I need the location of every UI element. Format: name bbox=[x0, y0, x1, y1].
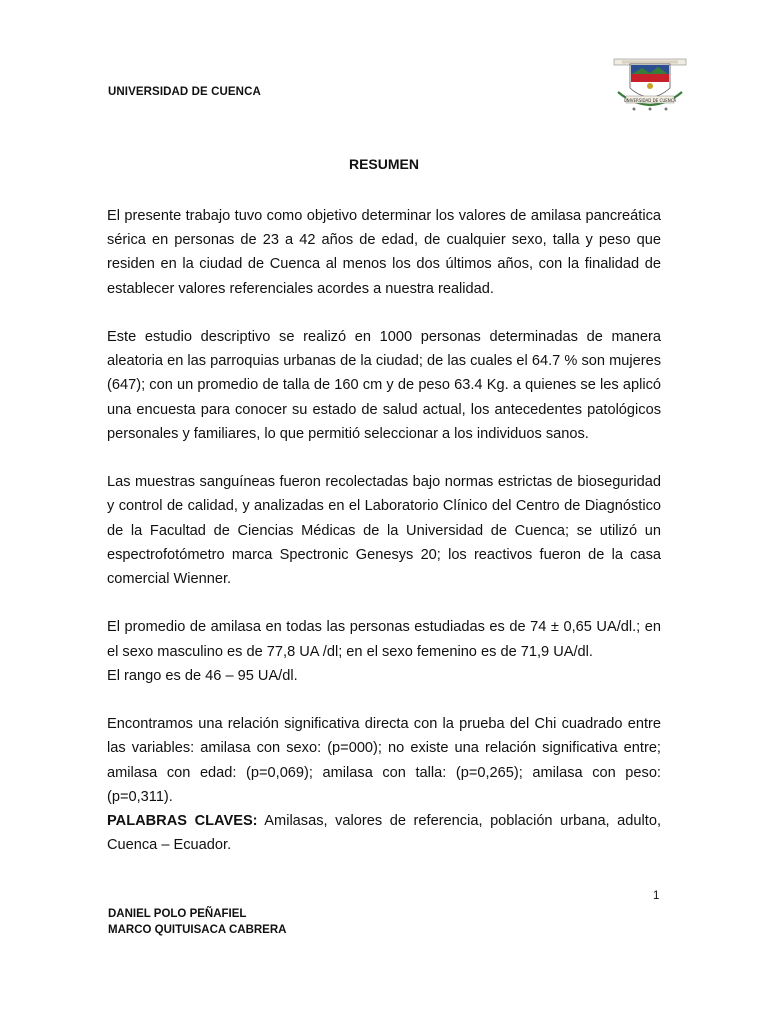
university-header: UNIVERSIDAD DE CUENCA bbox=[108, 86, 261, 98]
footer-authors bbox=[108, 906, 286, 938]
paragraph-objective: El presente trabajo tuvo como objetivo determinar los valores de amilasa pancreática sérica en personas de 23 a 42 años de edad, de cualquier sexo, talla y peso que residen en la ciudad de Cuenca al menos los dos últimos años, con la finalidad de establecer valores referenciales acordes a nuestra realidad. bbox=[107, 208, 661, 297]
logo-caption: UNIVERSIDAD DE CUENCA bbox=[623, 97, 677, 103]
paragraph-study-design: Este estudio descriptivo se realizó en 1000 personas determinadas de manera aleatoria en las parroquias urbanas de la ciudad; de las cuales el 64.7 % son mujeres (647); con un promedio de talla de 160 cm y de peso 63.4 Kg. a quienes se les aplicó una encuesta para conocer su estado de salud actual, los antecedentes patológicos personales y familiares, lo que permitió seleccionar a los individuos sanos. bbox=[107, 329, 661, 442]
paragraph-keywords bbox=[107, 809, 661, 857]
paragraph-range: El rango es de 46 – 95 UA/dl. bbox=[107, 667, 298, 684]
paragraph-results: El promedio de amilasa en todas las personas estudiadas es de 74 ± 0,65 UA/dl.; en el sexo masculino es de 77,8 UA /dl; en el sexo femenino es de 71,9 UA/dl. bbox=[107, 619, 661, 660]
university-logo bbox=[612, 50, 688, 112]
paragraph-samples: Las muestras sanguíneas fueron recolectadas bajo normas estrictas de bioseguridad y control de calidad, y analizadas en el Laboratorio Clínico del Centro de Diagnóstico de la Facultad de Ciencias Médicas de la Universidad de Cuenca; se utilizó un espectrofotómetro marca Spectronic Genesys 20; los reactivos fueron de la casa comercial Wienner. bbox=[107, 474, 661, 588]
keywords-label: PALABRAS CLAVES: bbox=[107, 813, 258, 830]
keywords-text: Amilasas, valores de referencia, población urbana, adulto, Cuenca – Ecuador. bbox=[107, 813, 661, 854]
crest-icon bbox=[612, 50, 688, 112]
paragraph-gap bbox=[107, 446, 661, 470]
author-name: MARCO QUITUISACA CABRERA bbox=[108, 924, 287, 936]
paragraph-conclusions: Encontramos una relación significativa directa con la prueba del Chi cuadrado entre las variables: amilasa con sexo: (p=000); no existe una relación significativa entre; amilasa con edad: (p=0,069); amilasa con talla: (p=0,265); amilasa con peso: (p=0,311). bbox=[107, 716, 661, 805]
paragraph-gap bbox=[107, 301, 661, 325]
page-title: RESUMEN bbox=[348, 156, 419, 172]
abstract-body bbox=[107, 204, 661, 857]
paragraph-gap bbox=[107, 688, 661, 712]
paragraph-gap bbox=[107, 591, 661, 615]
author-name: DANIEL POLO PEÑAFIEL bbox=[108, 908, 247, 920]
page-number: 1 bbox=[653, 890, 660, 902]
